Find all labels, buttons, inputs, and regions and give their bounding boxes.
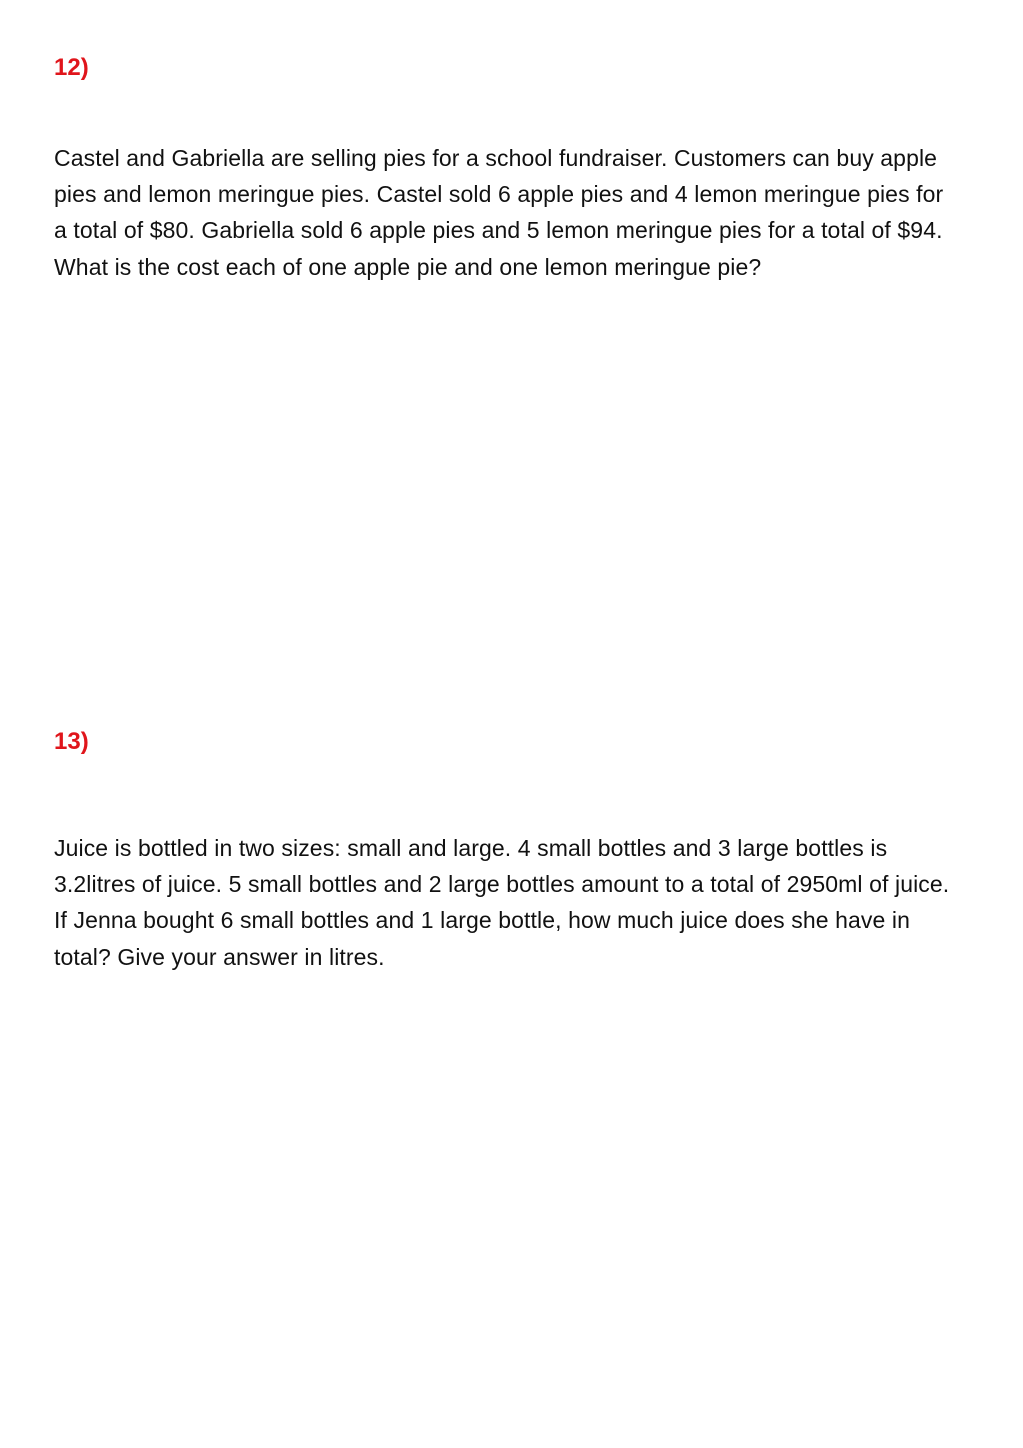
question-12-text: Castel and Gabriella are selling pies for a school fundraiser. Customers can buy apple pies and lemon meringue pies. Castel sold 6 apple pies and 4 lemon meringue pies for a total of $80. Gabriella sold 6 apple pies and 5 lemon meringue pies for a total of $94. What is the cost each of one apple pie and one lemon meringue pie? [54, 145, 944, 280]
question-12-number: 12) [54, 54, 89, 81]
question-13-number: 13) [54, 728, 89, 755]
question-13-text: Juice is bottled in two sizes: small and large. 4 small bottles and 3 large bottles is 3.2litres of juice. 5 small bottles and 2 large bottles amount to a total of 2950ml of juice. If Jenna bought 6 small bottles and 1 large bottle, how much juice does she have in total? Give your answer in litres. [54, 835, 950, 970]
